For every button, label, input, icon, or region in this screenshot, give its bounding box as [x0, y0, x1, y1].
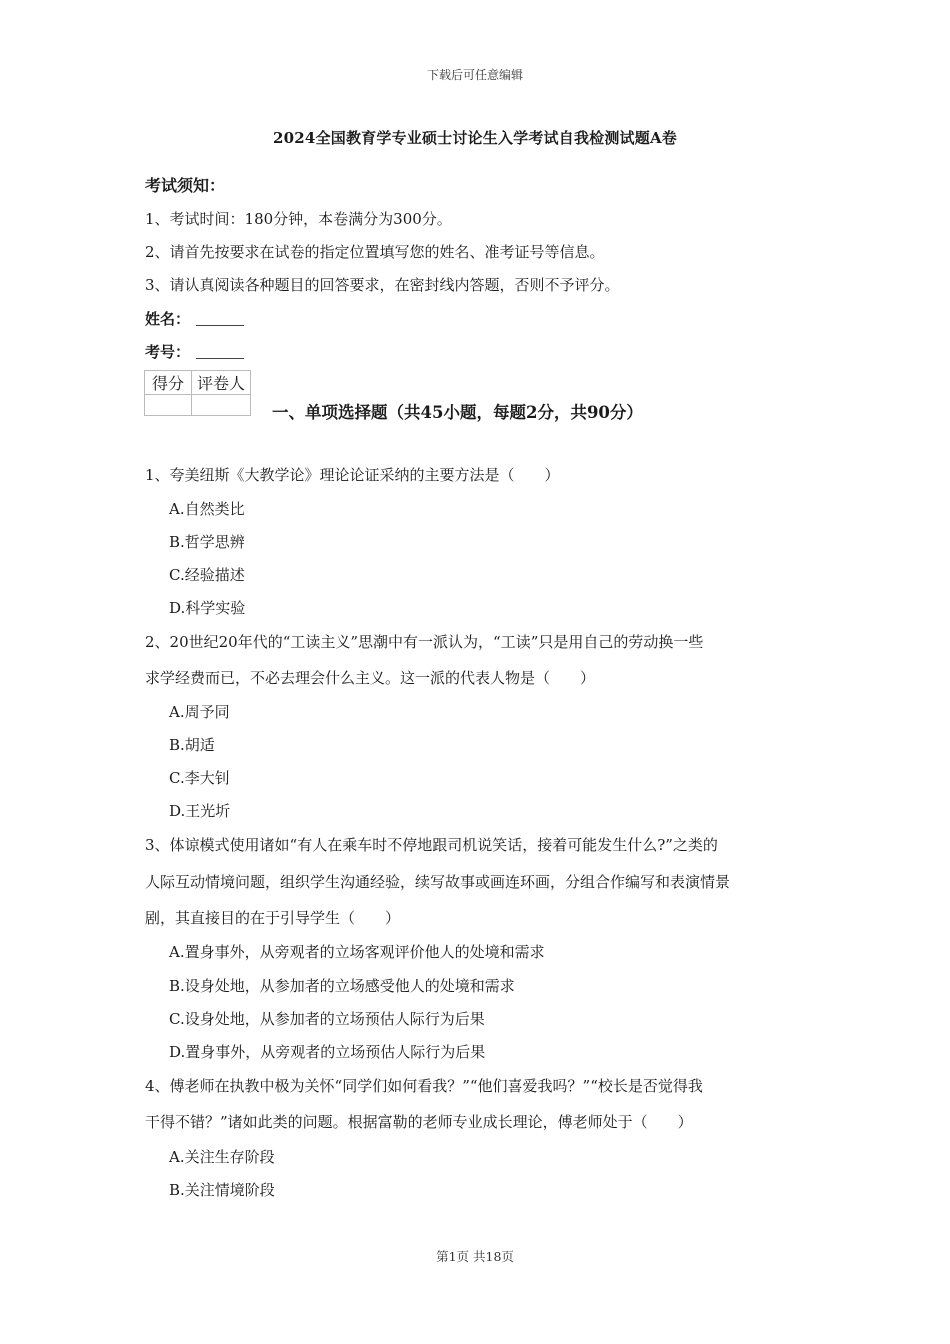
question-1: 1、夸美纽斯《大教学论》理论论证采纳的主要方法是（ ） [145, 466, 560, 484]
exam-number-field [145, 341, 244, 362]
question-3-line: 人际互动情境问题，组织学生沟通经验，续写故事或画连环画，分组合作编写和表演情景 [145, 873, 731, 891]
grader-cell[interactable] [192, 395, 251, 416]
option-item: A.自然类比 [169, 500, 245, 518]
score-box [144, 370, 251, 416]
option-item: A.置身事外，从旁观者的立场客观评价他人的处境和需求 [169, 943, 545, 961]
grader-header: 评卷人 [192, 371, 251, 395]
option-item: A.关注生存阶段 [169, 1148, 275, 1166]
question-3-line: 剧，其直接目的在于引导学生（ ） [145, 909, 401, 927]
exam-number-blank[interactable] [196, 344, 244, 359]
name-field [145, 308, 244, 329]
notice-item: 1、考试时间：180分钟，本卷满分为300分。 [145, 210, 452, 228]
score-header: 得分 [145, 371, 192, 395]
header-note: 下载后可任意编辑 [426, 68, 523, 82]
notice-heading: 考试须知： [145, 176, 226, 195]
section-title: 一、单项选择题（共45小题，每题2分，共90分） [272, 403, 643, 422]
option-item: A.周予同 [169, 703, 230, 721]
name-label: 姓名： [145, 310, 191, 328]
option-item: D.科学实验 [169, 599, 246, 617]
option-item: B.哲学思辨 [169, 533, 245, 551]
option-item: C.经验描述 [169, 566, 245, 584]
option-item: C.设身处地，从参加者的立场预估人际行为后果 [169, 1010, 485, 1028]
option-item: B.设身处地，从参加者的立场感受他人的处境和需求 [169, 977, 515, 995]
document-title: 2024全国教育学专业硕士讨论生入学考试自我检测试题A卷 [273, 129, 677, 147]
question-2-line: 求学经费而已，不必去理会什么主义。这一派的代表人物是（ ） [145, 669, 596, 687]
question-2-line: 2、20世纪20年代的“工读主义”思潮中有一派认为，“工读”只是用自己的劳动换一些 [145, 633, 704, 651]
option-item: C.李大钊 [169, 769, 230, 787]
question-4-line: 干得不错？”诸如此类的问题。根据富勒的老师专业成长理论，傅老师处于（ ） [145, 1113, 693, 1131]
notice-item: 2、请首先按要求在试卷的指定位置填写您的姓名、准考证号等信息。 [145, 243, 605, 261]
score-cell[interactable] [145, 395, 192, 416]
option-item: B.关注情境阶段 [169, 1181, 275, 1199]
notice-item: 3、请认真阅读各种题目的回答要求，在密封线内答题，否则不予评分。 [145, 276, 620, 294]
question-3-line: 3、体谅模式使用诸如“有人在乘车时不停地跟司机说笑话，接着可能发生什么?”之类的 [145, 836, 718, 854]
option-item: D.置身事外，从旁观者的立场预估人际行为后果 [169, 1043, 486, 1061]
page-footer: 第1页 共18页 [436, 1249, 514, 1264]
question-4-line: 4、傅老师在执教中极为关怀“同学们如何看我？”“他们喜爱我吗？”“校长是否觉得我 [145, 1077, 703, 1095]
name-blank[interactable] [196, 311, 244, 326]
option-item: D.王光圻 [169, 802, 231, 820]
exam-number-label: 考号： [145, 343, 191, 361]
option-item: B.胡适 [169, 736, 215, 754]
